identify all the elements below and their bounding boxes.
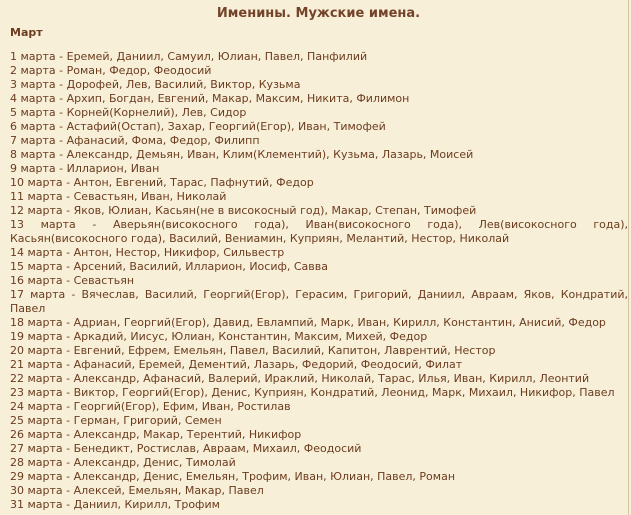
list-item: 18 марта - Адриан, Георгий(Егор), Давид, Евлампий, Марк, Иван, Кирилл, Константин, Анисий, Федор	[10, 316, 606, 329]
list-item: 14 марта - Антон, Нестор, Никифор, Сильвестр	[10, 246, 285, 259]
list-item: 12 марта - Яков, Юлиан, Касьян(не в високосный год), Макар, Степан, Тимофей	[10, 204, 477, 217]
list-item: 19 марта - Аркадий, Иисус, Юлиан, Константин, Максим, Михей, Федор	[10, 330, 428, 343]
name-day-list	[10, 50, 628, 512]
list-item: 25 марта - Герман, Григорий, Семен	[10, 414, 222, 427]
list-item: 8 марта - Александр, Демьян, Иван, Клим(Клементий), Кузьма, Лазарь, Моисей	[10, 148, 474, 161]
list-item: 26 марта - Александр, Макар, Терентий, Никифор	[10, 428, 302, 441]
list-item: 4 марта - Архип, Богдан, Евгений, Макар, Максим, Никита, Филимон	[10, 92, 410, 105]
list-item: 10 марта - Антон, Евгений, Тарас, Пафнутий, Федор	[10, 176, 314, 189]
list-item: 3 марта - Дорофей, Лев, Василий, Виктор, Кузьма	[10, 78, 301, 91]
list-item: 1 марта - Еремей, Даниил, Самуил, Юлиан, Павел, Панфилий	[10, 50, 368, 63]
list-item: 16 марта - Севастьян	[10, 274, 135, 287]
list-item: 24 марта - Георгий(Егор), Ефим, Иван, Ростилав	[10, 400, 291, 413]
list-item: 5 марта - Корней(Корнелий), Лев, Сидор	[10, 106, 247, 119]
list-item: 13 марта - Аверьян(високосного года), Иван(високосного года), Лев(високосного года), Касьян(високосного года), Василий, Вениамин, Куприян, Мелантий, Нестор, Николай	[10, 218, 628, 245]
list-item: 2 марта - Роман, Федор, Феодосий	[10, 64, 212, 77]
list-item: 30 марта - Алексей, Емельян, Макар, Павел	[10, 484, 264, 497]
month-heading: Март	[10, 26, 43, 39]
list-item: 15 марта - Арсений, Василий, Илларион, Иосиф, Савва	[10, 260, 328, 273]
list-item: 23 марта - Виктор, Георгий(Егор), Денис, Куприян, Кондратий, Леонид, Марк, Михаил, Никифор, Павел	[10, 386, 615, 399]
list-item: 9 марта - Илларион, Иван	[10, 162, 160, 175]
list-item: 22 марта - Александр, Афанасий, Валерий, Ираклий, Николай, Тарас, Илья, Иван, Кирилл, Леонтий	[10, 372, 590, 385]
list-item: 29 марта - Александр, Денис, Емельян, Трофим, Иван, Юлиан, Павел, Роман	[10, 470, 456, 483]
list-item: 6 марта - Астафий(Остап), Захар, Георгий(Егор), Иван, Тимофей	[10, 120, 386, 133]
list-item: 7 марта - Афанасий, Фома, Федор, Филипп	[10, 134, 260, 147]
list-item: 21 марта - Афанасий, Еремей, Дементий, Лазарь, Федорий, Феодосий, Филат	[10, 358, 463, 371]
list-item: 28 марта - Александр, Денис, Тимолай	[10, 456, 236, 469]
page-title: Именины. Мужские имена.	[216, 6, 421, 21]
list-item: 27 марта - Бенедикт, Ростислав, Авраам, Михаил, Феодосий	[10, 442, 362, 455]
list-item: 20 марта - Евгений, Ефрем, Емельян, Павел, Василий, Капитон, Лаврентий, Нестор	[10, 344, 496, 357]
list-item: 11 марта - Севастьян, Иван, Николай	[10, 190, 227, 203]
list-item: 31 марта - Даниил, Кирилл, Трофим	[10, 498, 220, 511]
list-item: 17 марта - Вячеслав, Василий, Георгий(Егор), Герасим, Григорий, Даниил, Авраам, Яков, Кондратий, Павел	[10, 288, 628, 315]
